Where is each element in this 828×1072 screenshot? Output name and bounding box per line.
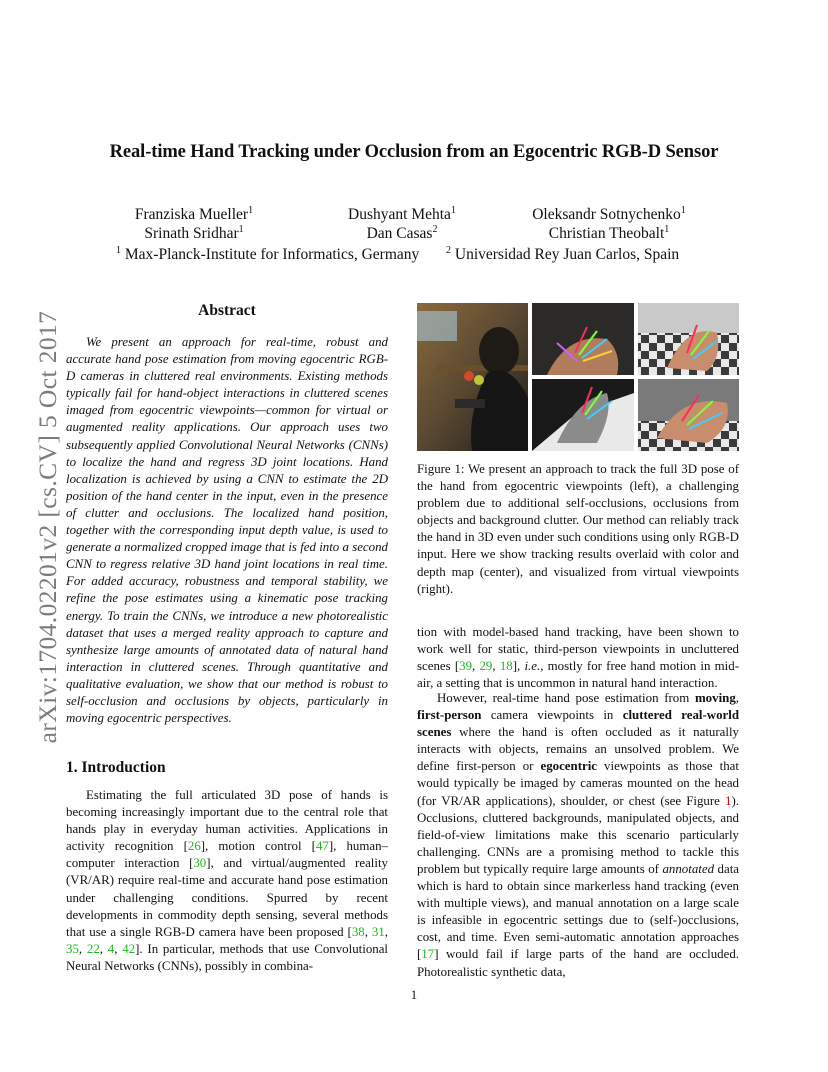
citation-link[interactable]: 22 [86,941,100,956]
author-affiliation-mark: 1 [450,205,456,216]
virtual-view-panel-top [638,303,739,375]
citation-link[interactable]: 29 [479,659,493,674]
author-affiliation-mark: 1 [238,224,244,235]
citation-link[interactable]: 18 [499,659,513,674]
author-name: Dan Casas [366,225,433,242]
citation-link[interactable]: 42 [122,941,136,956]
page-number: 1 [410,988,418,1002]
citation-link[interactable]: 4 [107,941,115,956]
figure-1-image [417,303,739,451]
abstract-text: We present an approach for real-time, robust and accurate hand pose estimation from moving egocentric RGB-D cameras in cluttered real environments. Existing methods typically fail for hand-object interactions in cluttered scenes imaged from egocentric viewpoints—common for virtual or augmented reality applications. Our approach uses two subsequently applied Convolutional Neural Networks (CNNs) to localize the hand and regress 3D joint locations. Hand localization is achieved by using a CNN to estimate the 2D position of the hand center in the input, even in the presence of clutter and occlusions. The localized hand position, together with the corresponding input depth value, is used to generate a normalized cropped image that is fed into a second CNN to regress relative 3D hand joint locations in real time. For added accuracy, robustness and temporal stability, we refine the pose estimates using a kinematic pose tracking energy. To train the CNNs, we introduce a new photorealistic dataset that uses a merged reality approach to capture and synthesize large amounts of annotated data of natural hand interaction in cluttered scenes. Through quantitative and qualitative evaluation, we show that our method is robust to self-occlusion and occlusions by objects, particularly in moving egocentric perspectives. [66,335,388,726]
egocentric-view-panel [417,303,528,451]
affiliation-name: Universidad Rey Juan Carlos, Spain [454,246,680,263]
citation-link[interactable]: 31 [371,924,385,939]
affiliation-1 [116,245,419,264]
citation-link[interactable]: 17 [421,947,435,962]
author-name: Christian Theobalt [548,225,665,242]
affiliation-2 [446,245,679,264]
affiliation-number: 1 [116,245,121,256]
author-affiliation-mark: 1 [680,205,686,216]
citation-link[interactable]: 39 [459,659,473,674]
introduction-paragraph: Estimating the full articulated 3D pose of hands is becoming increasingly important due to the central role that hands play in everyday human activities. Applications in activity recognition [26], motion control [47], human–computer interaction [30], and virtual/augmented reality (VR/AR) require real-time and accurate hand pose estimation under challenging conditions. Spurred by recent developments in commodity depth sensing, several methods that use a single RGB-D camera have been proposed [38, 31, 35, 22, 4, 42]. In particular, methods that use Convolutional Neural Networks (CNNs), possibly in combina- [66,788,389,973]
introduction-paragraph-continued: tion with model-based hand tracking, have been shown to work well for static, third-person viewpoints in uncluttered scenes [39, 29, 18], i.e., mostly for free hand motion in mid-air, a setting that is uncommon in natural hand interaction. [417,625,739,691]
affiliation-number: 2 [446,245,451,256]
author-name: Franziska Mueller [134,206,249,223]
citation-link[interactable]: 30 [193,856,207,871]
section-heading-introduction: 1. Introduction [66,759,166,776]
author-name: Dushyant Mehta [348,206,451,223]
author-name: Srinath Sridhar [144,225,239,242]
virtual-view-panel-bottom [638,379,739,451]
citation-link[interactable]: 38 [351,924,365,939]
abstract-heading: Abstract [198,302,256,319]
author-5 [292,219,512,244]
figure-1-caption: Figure 1: We present an approach to track the full 3D pose of the hand from egocentric viewpoints (left), a challenging problem due to additional self-occlusions, occlusions from objects and background clutter. Our method can reliably track the hand in 3D even under such conditions using only RGB-D input. Here we show tracking results overlaid with color and depth map (center), and visualized from virtual viewpoints (right). [417,462,739,596]
paper-title: Real-time Hand Tracking under Occlusion from an Egocentric RGB-D Sensor [109,142,719,162]
citation-link[interactable]: 35 [66,941,79,956]
arxiv-identifier: arXiv:1704.02201v2 [cs.CV] 5 Oct 2017 [33,310,62,744]
introduction-paragraph-2: However, real-time hand pose estimation from moving, first-person camera viewpoints in cluttered real-world scenes where the hand is often occluded as it naturally interacts with objects, remains an unsolved problem. We define first-person or egocentric viewpoints as those that would typically be imaged by cameras mounted on the head (for VR/AR applications), shoulder, or chest (see Figure 1). Occlusions, cluttered backgrounds, manipulated objects, and field-of-view limitations make this scenario particularly challenging. CNNs are a promising method to tackle this problem but typically require large amounts of annotated data which is hard to obtain since markerless hand tracking (even with multiple views), and manual annotation on a large scale is infeasible in egocentric settings due to (self-)occlusions, cost, and time. Even semi-automatic annotation approaches [17] would fail if large parts of the hand are occluded. Photorealistic synthetic data, [417,691,739,979]
citation-link[interactable]: 47 [315,839,329,854]
affiliation-name: Max-Planck-Institute for Informatics, Germany [124,246,420,263]
author-name: Oleksandr Sotnychenko [532,206,681,223]
author-affiliation-mark: 1 [664,224,670,235]
citation-link[interactable]: 26 [187,839,201,854]
author-6 [499,219,719,244]
author-affiliation-mark: 2 [432,224,438,235]
figure-reference-link[interactable]: 1 [725,793,732,808]
author-affiliation-mark: 1 [248,205,254,216]
color-overlay-panel [532,303,634,375]
author-4 [84,219,304,244]
depth-overlay-panel [532,379,634,451]
